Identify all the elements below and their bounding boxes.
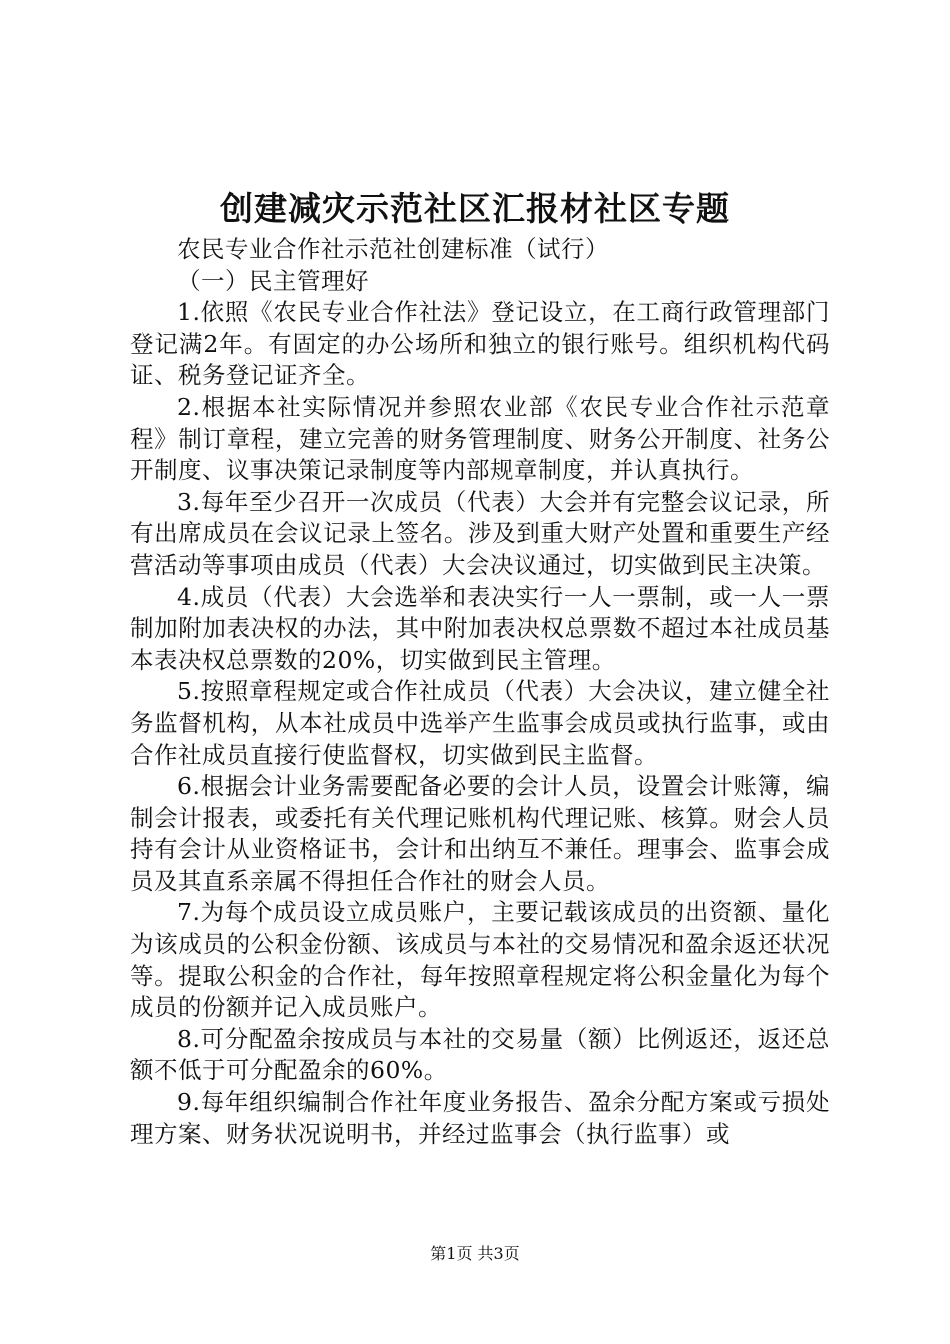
paragraph-1: 1.依照《农民专业合作社法》登记设立，在工商行政管理部门登记满2年。有固定的办公场所和独立的银行账号。组织机构代码证、税务登记证齐全。 bbox=[130, 298, 830, 390]
document-title: 创建减灾示范社区汇报材社区专题 bbox=[220, 189, 730, 228]
paragraph-9: 9.每年组织编制合作社年度业务报告、盈余分配方案或亏损处理方案、财务状况说明书，并经过监事会（执行监事）或 bbox=[130, 1088, 830, 1148]
page-footer: 第1页 共3页 bbox=[430, 1244, 520, 1263]
paragraph-6: 6.根据会计业务需要配备必要的会计人员，设置会计账簿，编制会计报表，或委托有关代理记账机构代理记账、核算。财会人员持有会计从业资格证书，会计和出纳互不兼任。理事会、监事会成员及其直系亲属不得担任合作社的财会人员。 bbox=[130, 772, 830, 895]
paragraph-2: 2.根据本社实际情况并参照农业部《农民专业合作社示范章程》制订章程，建立完善的财务管理制度、财务公开制度、社务公开制度、议事决策记录制度等内部规章制度，并认真执行。 bbox=[130, 392, 830, 485]
paragraph-3: 3.每年至少召开一次成员（代表）大会并有完整会议记录，所有出席成员在会议记录上签名。涉及到重大财产处置和重要生产经营活动等事项由成员（代表）大会决议通过，切实做到民主决策。 bbox=[130, 487, 830, 579]
paragraph-5: 5.按照章程规定或合作社成员（代表）大会决议，建立健全社务监督机构，从本社成员中选举产生监事会成员或执行监事，或由合作社成员直接行使监督权，切实做到民主监督。 bbox=[130, 677, 830, 769]
paragraph-4: 4.成员（代表）大会选举和表决实行一人一票制，或一人一票制加附加表决权的办法，其中附加表决权总票数不超过本社成员基本表决权总票数的20%，切实做到民主管理。 bbox=[130, 582, 830, 674]
paragraph-8: 8.可分配盈余按成员与本社的交易量（额）比例返还，返还总额不低于可分配盈余的60%。 bbox=[130, 1024, 830, 1085]
paragraph-7: 7.为每个成员设立成员账户，主要记载该成员的出资额、量化为该成员的公积金份额、该成员与本社的交易情况和盈余返还状况等。提取公积金的合作社，每年按照章程规定将公积金量化为每个成员的份额并记入成员账户。 bbox=[130, 898, 830, 1022]
section-heading: （一）民主管理好 bbox=[177, 266, 369, 295]
document-subtitle: 农民专业合作社示范社创建标准（试行） bbox=[177, 235, 609, 263]
document-body bbox=[130, 234, 830, 1150]
